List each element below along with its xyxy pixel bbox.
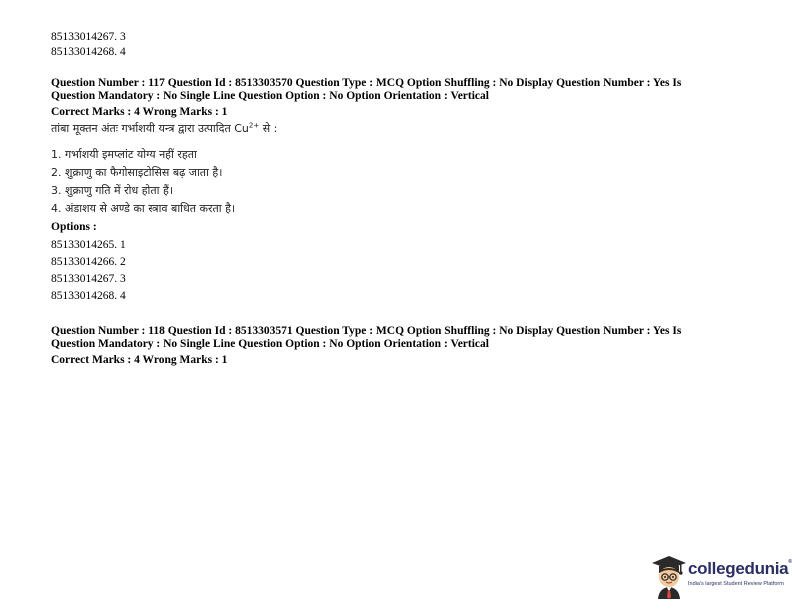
question-header: Question Number : 117 Question Id : 8513303570 Question Type : MCQ Option Shuffling : No Display Question Number : Yes Is Question Mandatory : No Single Line Question Option : No Option Orientation : Vertical [51,77,682,102]
marks-line: Correct Marks : 4 Wrong Marks : 1 [51,354,228,366]
options-label: Options : [51,221,97,233]
logo-wordmark: collegedunia® [688,559,792,578]
option-item: 85133014267. 3 [51,31,126,43]
document-page [51,30,751,368]
question-text: तांबा मूक्तन अंतः गर्भाशयी यन्त्र द्वारा उत्पादित $Cu^{2+}$ से : [51,121,278,135]
option-item: 85133014267. 3 [51,273,126,285]
graduate-mascot-icon [650,553,688,599]
option-item: 85133014268. 4 [51,290,126,302]
question-header: Question Number : 118 Question Id : 8513303571 Question Type : MCQ Option Shuffling : No Display Question Number : Yes Is Question Mandatory : No Single Line Question Option : No Option Orientation : Vertical [51,325,682,350]
question-118 [51,325,751,368]
option-item: 85133014266. 2 [51,256,126,268]
option-item: 85133014265. 1 [51,239,126,251]
statement-list [51,146,751,218]
marks-line: Correct Marks : 4 Wrong Marks : 1 [51,106,228,118]
option-item: 85133014268. 4 [51,46,126,58]
collegedunia-logo [650,553,790,601]
logo-tagline: India's largest Student Review Platform [688,581,784,587]
question-117 [51,77,751,305]
statement-item: 2. शुक्राणु का फैगोसाइटोसिस बढ़ जाता है। [51,166,223,179]
statement-item: 1. गर्भाशयी इमप्लांट योग्य नहीं रहता [51,148,197,161]
statement-item: 3. शुक्राणु गति में रोध होता हैं। [51,184,174,197]
statement-item: 4. अंडाशय से अण्डे का स्त्राव बाधित करता है। [51,202,236,215]
